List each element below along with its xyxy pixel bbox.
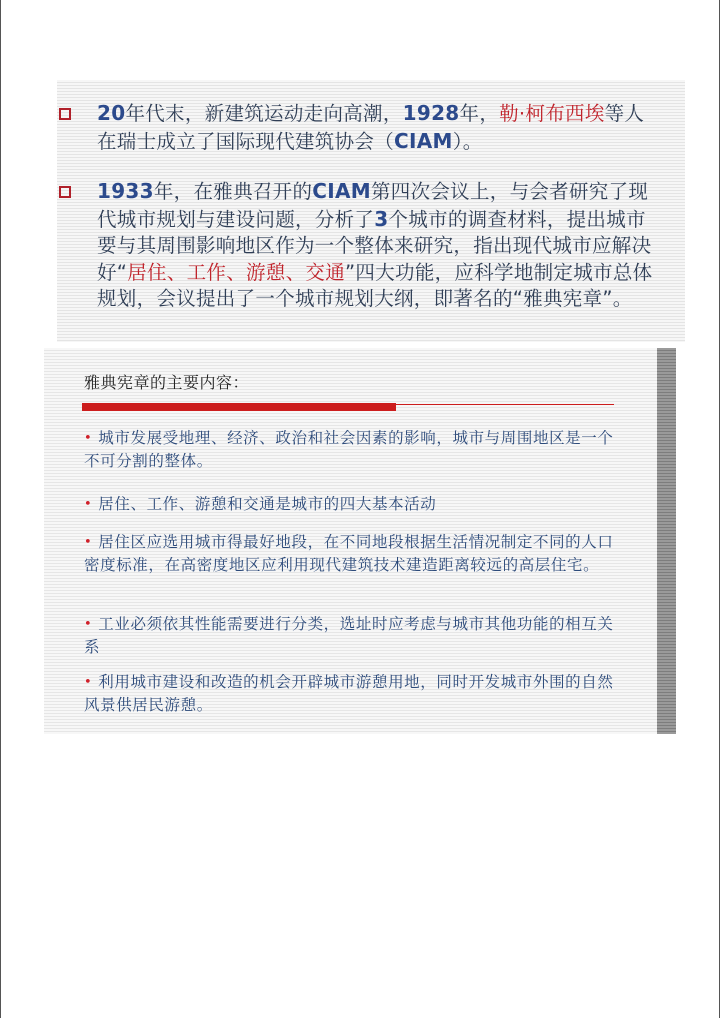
charter-item: • 工业必须依其性能需要进行分类，选址时应考虑与城市其他功能的相互关系 bbox=[84, 615, 614, 656]
charter-item: • 利用城市建设和改造的机会开辟城市游憩用地，同时开发城市外围的自然风景供居民游憩。 bbox=[84, 673, 614, 714]
history-item-1928 bbox=[97, 100, 657, 155]
charter-title: 雅典宪章的主要内容： bbox=[84, 373, 250, 392]
square-bullet-icon bbox=[59, 186, 71, 198]
red-bullet-icon: • bbox=[84, 675, 93, 690]
red-bullet-icon: • bbox=[84, 497, 93, 512]
charter-item: • 居住区应选用城市得最好地段，在不同地段根据生活情况制定不同的人口密度标准，在高密度地区应利用现代建筑技术建造距离较远的高层住宅。 bbox=[84, 533, 614, 574]
red-bullet-icon: • bbox=[84, 617, 93, 632]
title-underline-bar bbox=[82, 403, 396, 411]
slide-athens-charter bbox=[44, 348, 676, 734]
red-bullet-icon: • bbox=[84, 535, 93, 550]
slide-side-strip bbox=[657, 348, 676, 734]
slide-ciam-history bbox=[57, 80, 685, 342]
red-bullet-icon: • bbox=[84, 431, 93, 446]
title-underline-thin bbox=[396, 404, 614, 405]
history-text-1933: 1933年，在雅典召开的CIAM第四次会议上，与会者研究了现代城市规划与建设问题，分析了3个城市的调查材料，提出城市要与其周围影响地区作为一个整体来研究，指出现代城市应解决好“居住、工作、游憩、交通”四大功能，应科学地制定城市总体规划，会议提出了一个城市规划大纲，即著名的“雅典宪章”。 bbox=[97, 179, 653, 310]
square-bullet-icon bbox=[59, 108, 71, 120]
history-text-1928: 20年代末，新建筑运动走向高潮，1928年，勒·柯布西埃等人在瑞士成立了国际现代建筑协会（CIAM）。 bbox=[97, 101, 645, 153]
charter-item: • 居住、工作、游憩和交通是城市的四大基本活动 bbox=[84, 495, 437, 513]
page-border-left bbox=[0, 0, 1, 1018]
charter-item: • 城市发展受地理、经济、政治和社会因素的影响，城市与周围地区是一个不可分割的整体。 bbox=[84, 429, 614, 470]
history-item-1933 bbox=[97, 178, 657, 313]
